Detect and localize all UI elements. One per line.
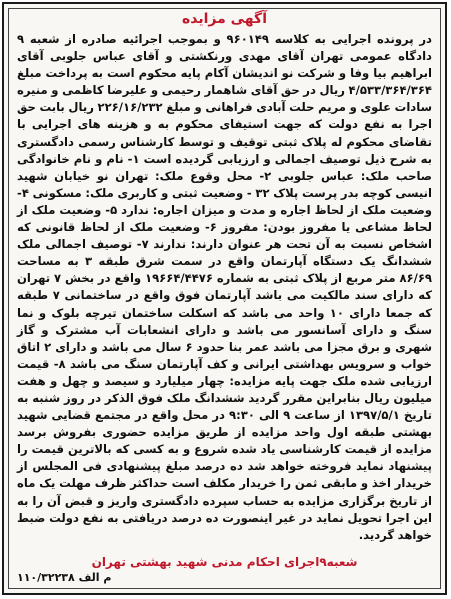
notice-footer (17, 555, 432, 584)
notice-code: م الف ۱۱۰/۳۲۲۳۸ (17, 571, 112, 584)
issuer-signature: شعبه۹اجرای احکام مدنی شهید بهشتی تهران (91, 555, 358, 569)
notice-frame (2, 2, 447, 595)
notice-body: در پرونده اجرایی به کلاسه ۹۶۰۱۴۹ و بموجب اجرائیه صادره از شعبه ۹ دادگاه عمومی تهران آقای مهدی ورنکشتی و آقای عباس جلوبی آقای ابراهیم بیا وفا و شرکت نو اندیشان آکام پایه محکوم است به پرداخت مبلغ ۴/۵۳۳/۳۶۴/۳۶۴ ریال در حق آقای شاهمار رحیمی و علیرضا کاظمی و منیره سادات علوی و مریم حلت آبادی فراهانی و مبلغ ۲۲۶/۱۶/۲۳۲ ریال بابت حق اجرا به نفع دولت که جهت استیفای محکوم به و هزینه های اجرایی با تقاضای محکوم له پلاک ثبتی توقیف و توسط کارشناس رسمی دادگستری به شرح ذیل توصیف اجمالی و ارزیابی گردیده است ۱- نام و نام خانوادگی صاحب ملک: عباس جلوبی ۲- محل وقوع ملک: تهران نو خیابان شهید انیسی کوچه بدر پرست پلاک ۳۲ - وضعیت ثبتی و کاربری ملک: مسکونی ۴- وضعیت ملک از لحاظ اجاره و مدت و میزان اجاره: ندارد ۵- وضعیت ملک از لحاظ مشاعی یا مفروز بودن: مفروز ۶- وضعیت ملک از لحاظ قانونی که اشخاص نسبت به آن تحت هر عنوان دارند: ندارند ۷- توصیف اجمالی ملک ششدانگ یک دستگاه آپارتمان واقع در سمت شرق طبقه ۳ به مساحت ۸۶/۶۹ متر مربع از پلاک ثبتی به شماره ۱۹۶۶۴/۴۴۷۶ واقع در بخش ۷ تهران که دارای سند مالکیت می باشد آپارتمان فوق واقع در ساختمانی ۷ طبقه که جمعا دارای ۱۰ واحد می باشد که اسکلت ساختمان تیرچه بلوک و نما سنگ و دارای آسانسور می باشد و دارای انشعابات آب مشترک و گاز شهری و برق مجزا می باشد عمر بنا حدود ۶ سال می باشد و دارای ۲ اتاق خواب و سرویس بهداشتی ایرانی و کف آپارتمان سنگ می باشد ۸- قیمت ارزیابی شده ملک جهت پایه مزایده: چهار میلیارد و سیصد و چهل و هفت میلیون ریال بنابراین مقرر گردید ششدانگ ملک فوق الذکر در روز شنبه به تاریخ ۱۳۹۷/۵/۱ از ساعت ۹ الی ۹:۳۰ در محل واقع در مجتمع قضایی شهید بهشتی طبقه اول واحد مزایده از طریق مزایده حضوری بفروش برسد مزایده از قیمت کارشناسی یاد شده شروع و به کسی که بالاترین قیمت را پیشنهاد نماید فروخته خواهد شد ده درصد مبلغ پیشنهادی فی المجلس از خریدار اخذ و مابقی ثمن را خریدار مکلف است حداکثر ظرف مهلت یک ماه از تاریخ برگزاری مزایده به حساب سپرده دادگستری واریز و قبض آن را به این اجرا تحویل نماید در غیر اینصورت ده درصد دریافتی به نفع دولت ضبط خواهد گردید. (17, 32, 433, 542)
notice-inner-border (8, 8, 441, 589)
notice-title: آگهی مزایده (181, 11, 267, 27)
